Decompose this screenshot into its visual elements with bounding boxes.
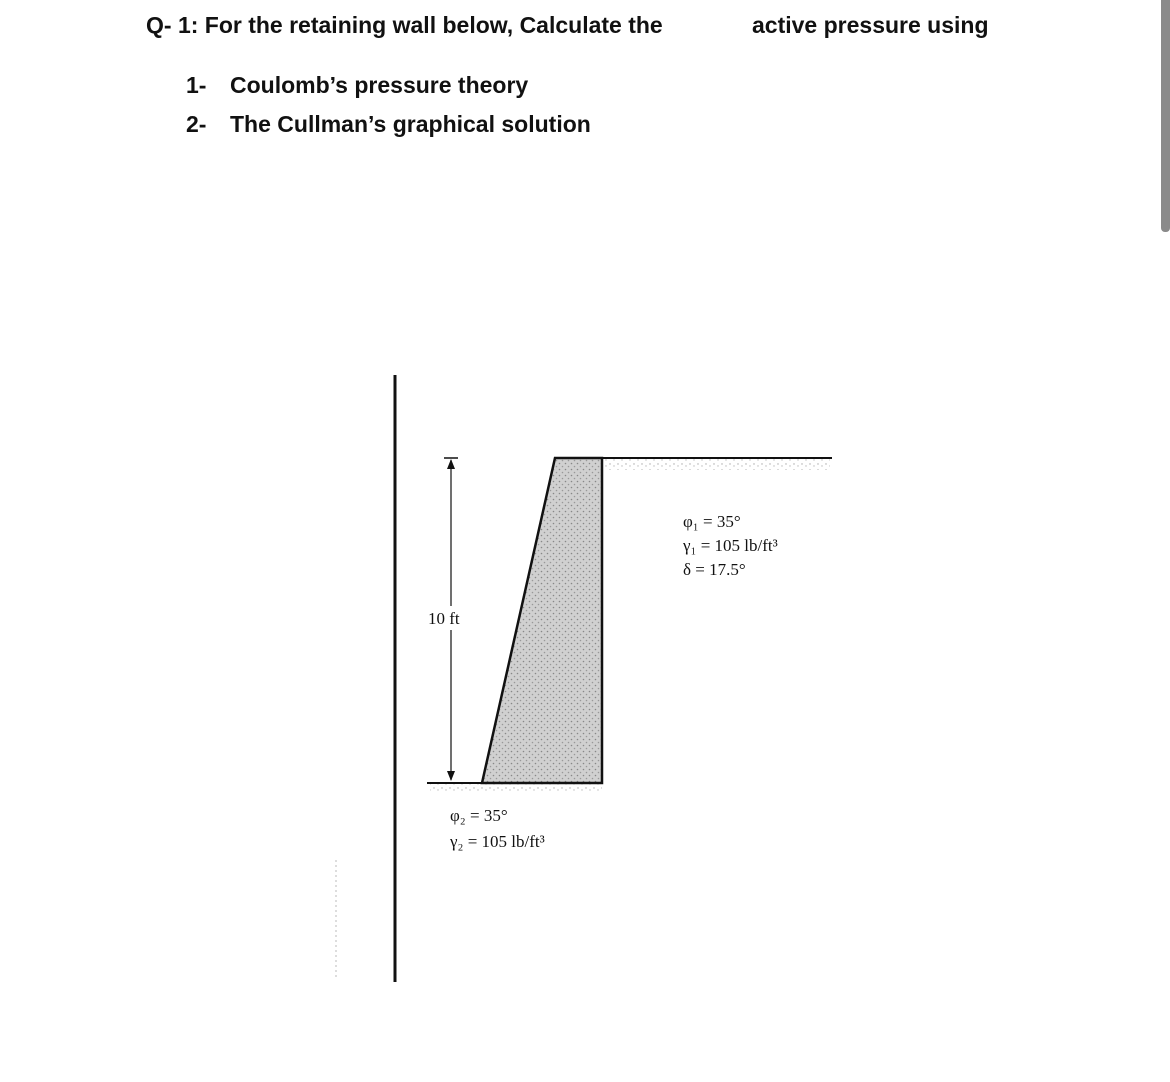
soil2-unit-weight: γ₂ = 105 lb/ft³ bbox=[450, 832, 545, 851]
soil1-wall-friction: δ = 17.5° bbox=[683, 560, 746, 579]
list-item-label: Coulomb’s pressure theory bbox=[230, 72, 529, 98]
list-item-number: 1- bbox=[186, 72, 207, 98]
question-text-tail: active pressure using bbox=[752, 12, 989, 38]
height-label: 10 ft bbox=[428, 609, 460, 628]
height-dimension-bottom-arrow bbox=[447, 771, 455, 781]
soil2-friction-angle: φ₂ = 35° bbox=[450, 806, 508, 825]
list-item-number: 2- bbox=[186, 111, 207, 137]
soil1-unit-weight: γ₁ = 105 lb/ft³ bbox=[683, 536, 778, 555]
vertical-scrollbar[interactable] bbox=[1161, 0, 1170, 232]
soil1-friction-angle: φ₁ = 35° bbox=[683, 512, 741, 531]
list-item-label: The Cullman’s graphical solution bbox=[230, 111, 591, 137]
backfill-surface-texture bbox=[602, 458, 830, 470]
ground-surface-texture bbox=[430, 783, 602, 793]
height-dimension-top-arrow bbox=[447, 459, 455, 469]
question-text: Q- 1: For the retaining wall below, Calculate the bbox=[146, 12, 663, 38]
retaining-wall bbox=[482, 458, 602, 783]
